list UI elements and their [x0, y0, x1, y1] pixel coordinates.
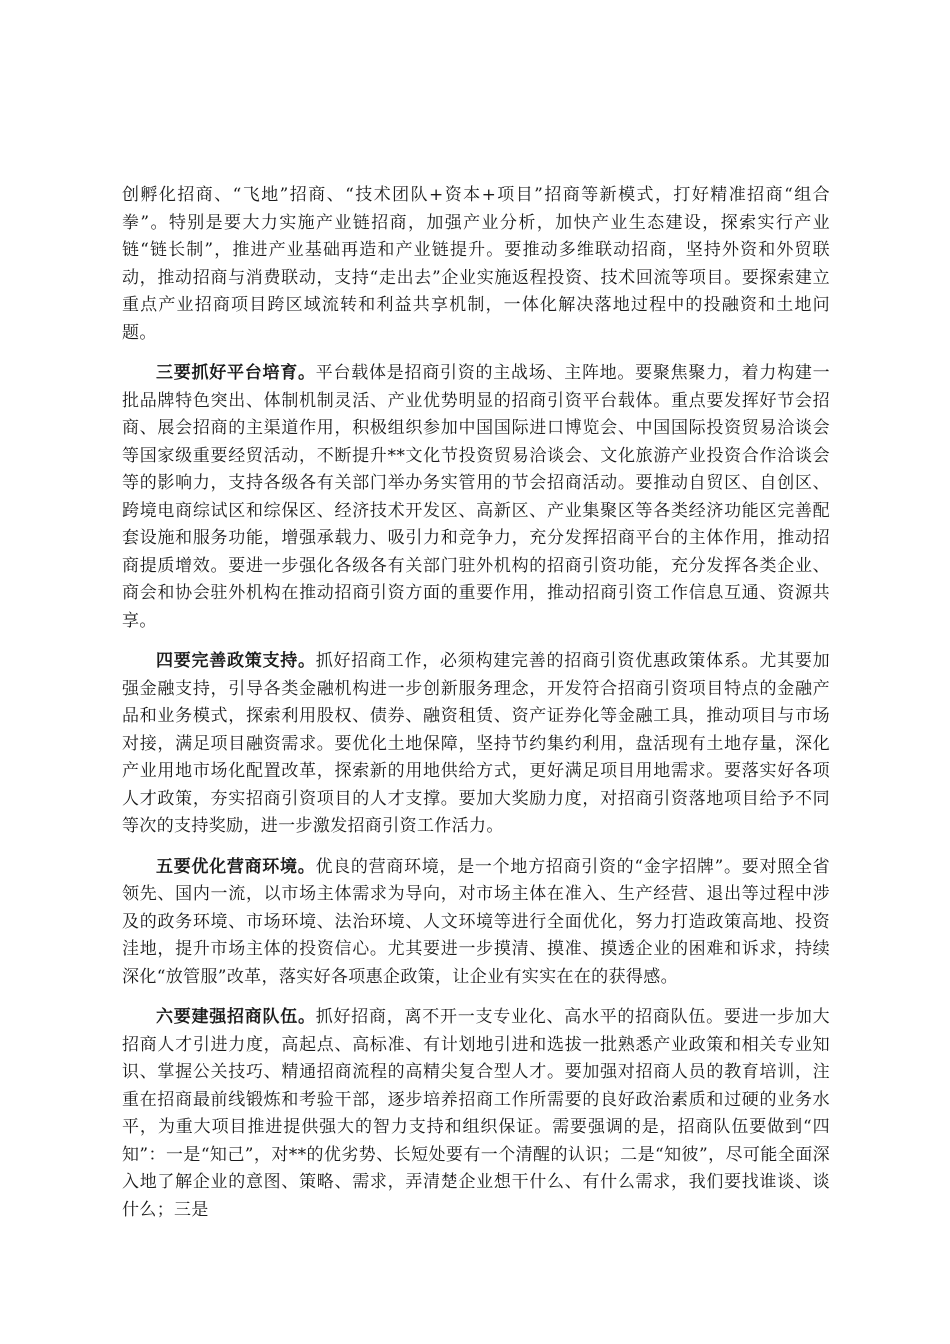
- paragraph-heading: 三要抓好平台培育。: [156, 363, 316, 383]
- paragraph-text: 抓好招商，离不开一支专业化、高水平的招商队伍。要进一步加大招商人才引进力度，高起点、高标准、有计划地引进和选拔一批熟悉产业政策和相关专业知识、掌握公关技巧、精通招商流程的高精尖复合型人才。要加强对招商人员的教育培训，注重在招商最前线锻炼和考验干部，逐步培养招商工作所需要的良好政治素质和过硬的业务水平，为重大项目推进提供强大的智力支持和组织保证。需要强调的是，招商队伍要做到“四知”：一是“知己”，对**的优劣势、长短处要有一个清醒的认识；二是“知彼”，尽可能全面深入地了解企业的意图、策略、需求，弄清楚企业想干什么、有什么需求，我们要找谁谈、谈什么；三是: [122, 1007, 830, 1220]
- paragraph-heading: 六要建强招商队伍。: [156, 1007, 316, 1027]
- paragraph-text: 优良的营商环境，是一个地方招商引资的“金字招牌”。要对照全省领先、国内一流，以市场主体需求为导向，对市场主体在准入、生产经营、退出等过程中涉及的政务环境、市场环境、法治环境、人文环境等进行全面优化，努力打造政策高地、投资洼地，提升市场主体的投资信心。尤其要进一步摸清、摸准、摸透企业的困难和诉求，持续深化“放管服”改革，落实好各项惠企政策，让企业有实实在在的获得感。: [122, 856, 830, 987]
- paragraph-policy-support: [122, 648, 830, 841]
- paragraph-business-environment: [122, 854, 830, 992]
- paragraph-heading: 五要优化营商环境。: [156, 856, 316, 877]
- paragraph-heading: 四要完善政策支持。: [156, 651, 316, 671]
- paragraph-text: 平台载体是招商引资的主战场、主阵地。要聚焦聚力，着力构建一批品牌特色突出、体制机制灵活、产业优势明显的招商引资平台载体。重点要发挥好节会招商、展会招商的主渠道作用，积极组织参加中国国际进口博览会、中国国际投资贸易洽谈会等国家级重要经贸活动，不断提升**文化节投资贸易洽谈会、文化旅游产业投资合作洽谈会等的影响力，支持各级各有关部门举办务实管用的节会招商活动。要推动自贸区、自创区、跨境电商综试区和综保区、经济技术开发区、高新区、产业集聚区等各类经济功能区完善配套设施和服务功能，增强承载力、吸引力和竞争力，充分发挥招商平台的主体作用，推动招商提质增效。要进一步强化各级各有关部门驻外机构的招商引资功能，充分发挥各类企业、商会和协会驻外机构在推动招商引资方面的重要作用，推动招商引资工作信息互通、资源共享。: [122, 363, 830, 631]
- paragraph-platform-cultivation: [122, 360, 830, 635]
- paragraph-text: 创孵化招商、“飞地”招商、“技术团队+资本+项目”招商等新模式，打好精准招商“组合拳”。特别是要大力实施产业链招商，加强产业分析，加快产业生态建设，探索实行产业链“链长制”，推进产业基础再造和产业链提升。要推动多维联动招商，坚持外资和外贸联动，推动招商与消费联动，支持“走出去”企业实施返程投资、技术回流等项目。要探索建立重点产业招商项目跨区域流转和利益共享机制，一体化解决落地过程中的投融资和土地问题。: [122, 185, 830, 343]
- paragraph-text: 抓好招商工作，必须构建完善的招商引资优惠政策体系。尤其要加强金融支持，引导各类金融机构进一步创新服务理念，开发符合招商引资项目特点的金融产品和业务模式，探索利用股权、债券、融资租赁、资产证券化等金融工具，推动项目与市场对接，满足项目融资需求。要优化土地保障，坚持节约集约利用，盘活现有土地存量，深化产业用地市场化配置改革，探索新的用地供给方式，更好满足项目用地需求。要落实好各项人才政策，夯实招商引资项目的人才支撑。要加大奖励力度，对招商引资落地项目给予不同等次的支持奖励，进一步激发招商引资工作活力。: [122, 651, 830, 836]
- paragraph-team-building: [122, 1004, 830, 1224]
- paragraph-continuation: [122, 182, 830, 347]
- document-body: [122, 182, 830, 1237]
